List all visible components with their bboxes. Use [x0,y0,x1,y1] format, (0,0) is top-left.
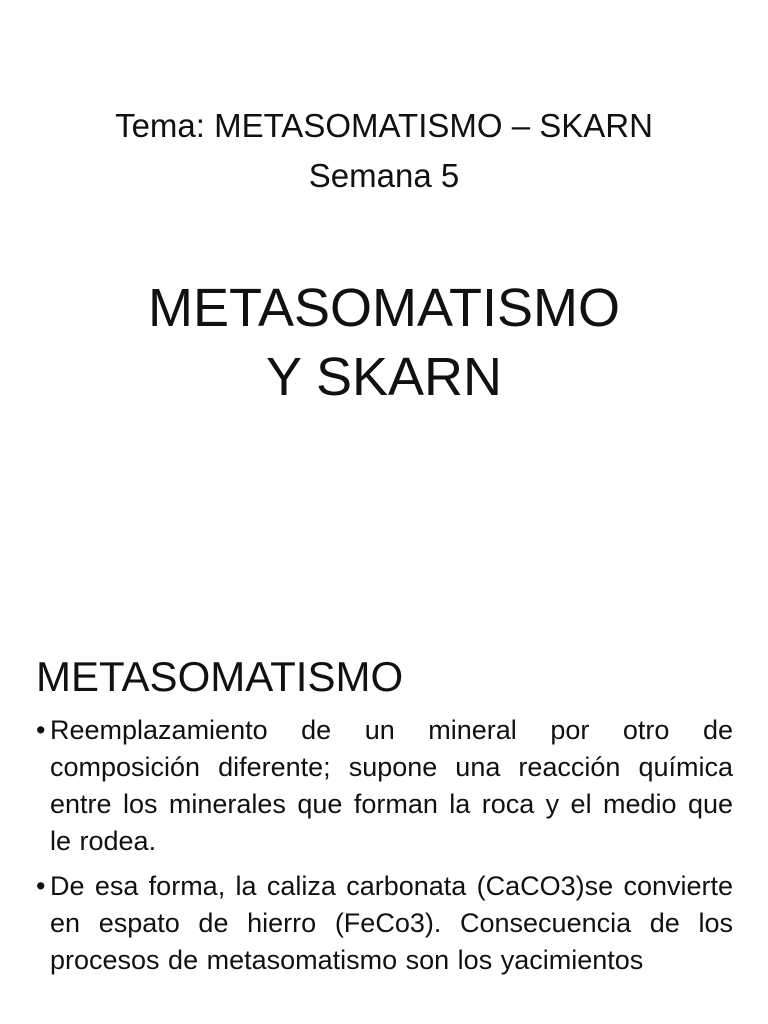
topic-line: Tema: METASOMATISMO – SKARN [115,107,653,144]
bullet-icon: • [36,715,46,745]
slide-title-line-1: METASOMATISMO [148,278,620,338]
bullet-text: De esa forma, la caliza carbonata (CaCO3)se convierte en espato de hierro (FeCo3). Consecuencia de los procesos de metasomatismo son los yacimientos [50,871,733,975]
content-slide [0,620,768,1024]
section-heading: METASOMATISMO [36,653,404,700]
bullet-item [36,868,733,979]
bullet-text: Reemplazamiento de un mineral por otro de composición diferente; supone una reacción química entre los minerales que forman la roca y el medio que le rodea. [50,715,733,856]
bullet-item [36,712,733,860]
week-line: Semana 5 [308,157,460,194]
bullet-icon: • [36,871,46,901]
slide-title-line-2: Y SKARN [265,347,503,407]
